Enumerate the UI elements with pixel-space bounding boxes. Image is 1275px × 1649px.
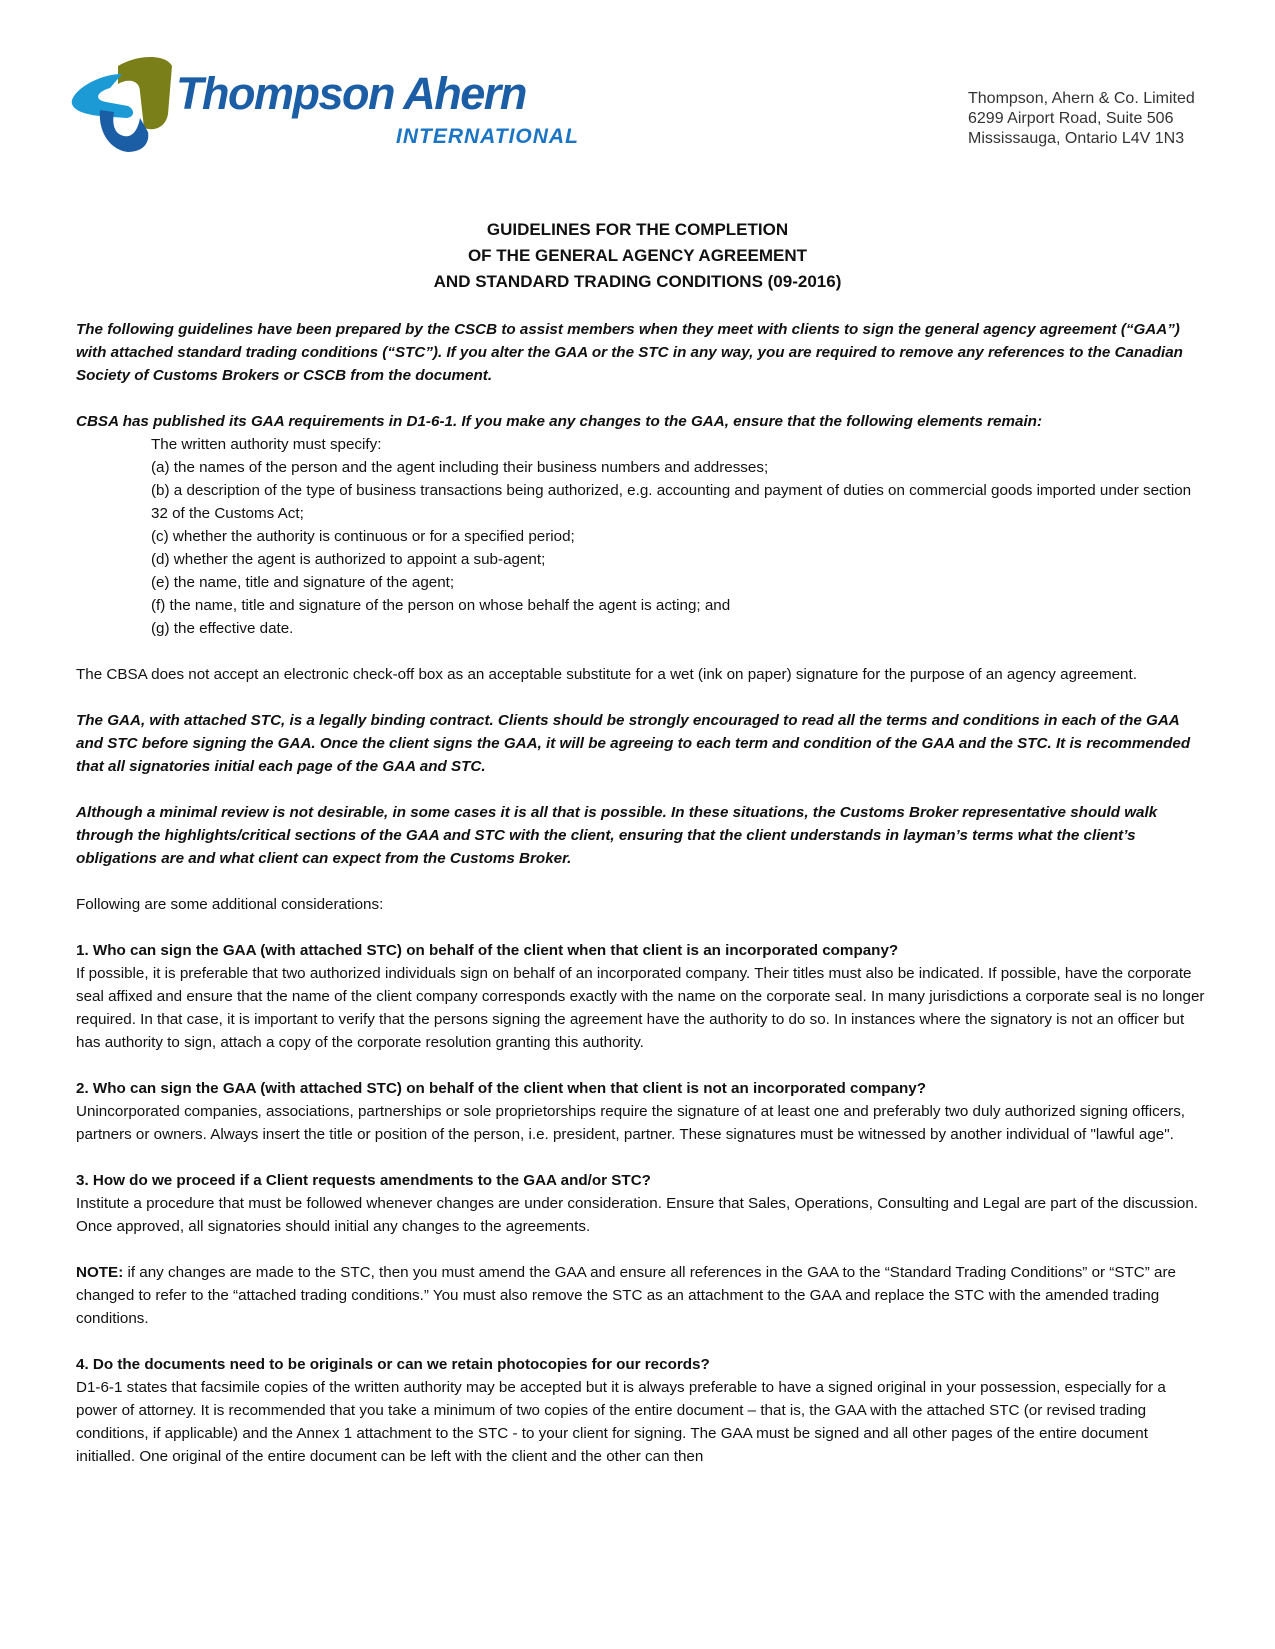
list-item: (a) the names of the person and the agent including their business numbers and addresses; [151, 459, 769, 476]
section-answer: D1-6-1 states that facsimile copies of the written authority may be accepted but it is always preferable to have a signed original in your possession, especially for a power of attorney. It is recommended that you take a minimum of two copies of the entire document – that is, the GAA with the attached STC (or revised trading conditions, if applicable) and the Annex 1 attachment to the STC - to your client for signing. The GAA must be signed and all other pages of the entire document initialled. One original of the entire document can be left with the client and the other can then [76, 1379, 1166, 1465]
document-title [0, 217, 1275, 295]
note-label: NOTE: [76, 1264, 124, 1281]
section-question: 3. How do we proceed if a Client requests amendments to the GAA and/or STC? [76, 1172, 651, 1189]
list-item: (f) the name, title and signature of the person on whose behalf the agent is acting; and [151, 597, 731, 614]
address-line: 6299 Airport Road, Suite 506 [968, 110, 1174, 127]
list-item: (d) whether the agent is authorized to appoint a sub-agent; [151, 551, 546, 568]
title-line: OF THE GENERAL AGENCY AGREEMENT [467, 246, 808, 265]
company-logo [70, 52, 590, 157]
brand-name: Thompson Ahern [176, 68, 526, 119]
section-answer: If possible, it is preferable that two authorized individuals sign on behalf of an incorporated company. Their titles must also be indicated. If possible, have the corporate seal affixed and ensure that the name of the client company corresponds exactly with the name on the corporate seal. In many jurisdictions a corporate seal is no longer required. In that case, it is important to verify that the persons signing the agreement have the authority to do so. In instances where the signatory is not an officer but has authority to sign, attach a copy of the corporate resolution granting this authority. [76, 965, 1205, 1051]
section-question: 2. Who can sign the GAA (with attached STC) on behalf of the client when that client is not an incorporated company? [76, 1080, 926, 1097]
title-line: GUIDELINES FOR THE COMPLETION [486, 220, 789, 239]
note-paragraph [76, 1261, 1206, 1330]
list-item: (b) a description of the type of business transactions being authorized, e.g. accounting and payment of duties on commercial goods imported under section 32 of the Customs Act; [151, 482, 1192, 522]
section-question: 4. Do the documents need to be originals or can we retain photocopies for our records? [76, 1356, 710, 1373]
note-text: if any changes are made to the STC, then you must amend the GAA and ensure all references in the GAA to the “Standard Trading Conditions” or “STC” are changed to refer to the “attached trading conditions.” You must also remove the STC as an attachment to the GAA and replace the STC with the amended trading conditions. [76, 1264, 1176, 1327]
intro-paragraph: The following guidelines have been prepared by the CSCB to assist members when they meet with clients to sign the general agency agreement (“GAA”) with attached standard trading conditions (“STC”). If you alter the GAA or the STC in any way, you are required to remove any references to the Canadian Society of Customs Brokers or CSCB from the document. [76, 321, 1183, 384]
section-answer: Unincorporated companies, associations, partnerships or sole proprietorships require the signature of at least one and preferably two duly authorized signing officers, partners or owners. Always insert the title or position of the person, i.e. president, partner. These signatures must be witnessed by another individual of "lawful age". [76, 1103, 1186, 1143]
section-answer: Institute a procedure that must be followed whenever changes are under consideration. Ensure that Sales, Operations, Consulting and Legal are part of the discussion. Once approved, all signatories should initial any changes to the agreements. [76, 1195, 1199, 1235]
list-item: (c) whether the authority is continuous or for a specified period; [151, 528, 575, 545]
cbsa-signature-note: The CBSA does not accept an electronic check-off box as an acceptable substitute for a wet (ink on paper) signature for the purpose of an agency agreement. [76, 666, 1137, 683]
additional-considerations: Following are some additional considerations: [76, 896, 384, 913]
title-line: AND STANDARD TRADING CONDITIONS (09-2016) [433, 272, 842, 291]
brand-subtitle: INTERNATIONAL [396, 125, 579, 148]
logo-swirl-icon [70, 52, 180, 157]
company-address [968, 89, 1195, 149]
requirements-list [151, 433, 1206, 640]
list-item: (g) the effective date. [151, 620, 294, 637]
document-body [76, 318, 1206, 1468]
contract-paragraph: The GAA, with attached STC, is a legally binding contract. Clients should be strongly encouraged to read all the terms and conditions in each of the GAA and STC before signing the GAA. Once the client signs the GAA, it will be agreeing to each term and condition of the GAA and the STC. It is recommended that all signatories initial each page of the GAA and STC. [76, 712, 1191, 775]
address-line: Thompson, Ahern & Co. Limited [968, 90, 1195, 107]
section-question: 1. Who can sign the GAA (with attached STC) on behalf of the client when that client is an incorporated company? [76, 942, 899, 959]
review-paragraph: Although a minimal review is not desirable, in some cases it is all that is possible. In these situations, the Customs Broker representative should walk through the highlights/critical sections of the GAA and STC with the client, ensuring that the client understands in layman’s terms what the client’s obligations are and what client can expect from the Customs Broker. [76, 804, 1158, 867]
list-item: The written authority must specify: [151, 436, 382, 453]
address-line: Mississauga, Ontario L4V 1N3 [968, 130, 1185, 147]
cbsa-heading: CBSA has published its GAA requirements in D1-6-1. If you make any changes to the GAA, ensure that the following elements remain: [76, 413, 1042, 430]
list-item: (e) the name, title and signature of the agent; [151, 574, 455, 591]
